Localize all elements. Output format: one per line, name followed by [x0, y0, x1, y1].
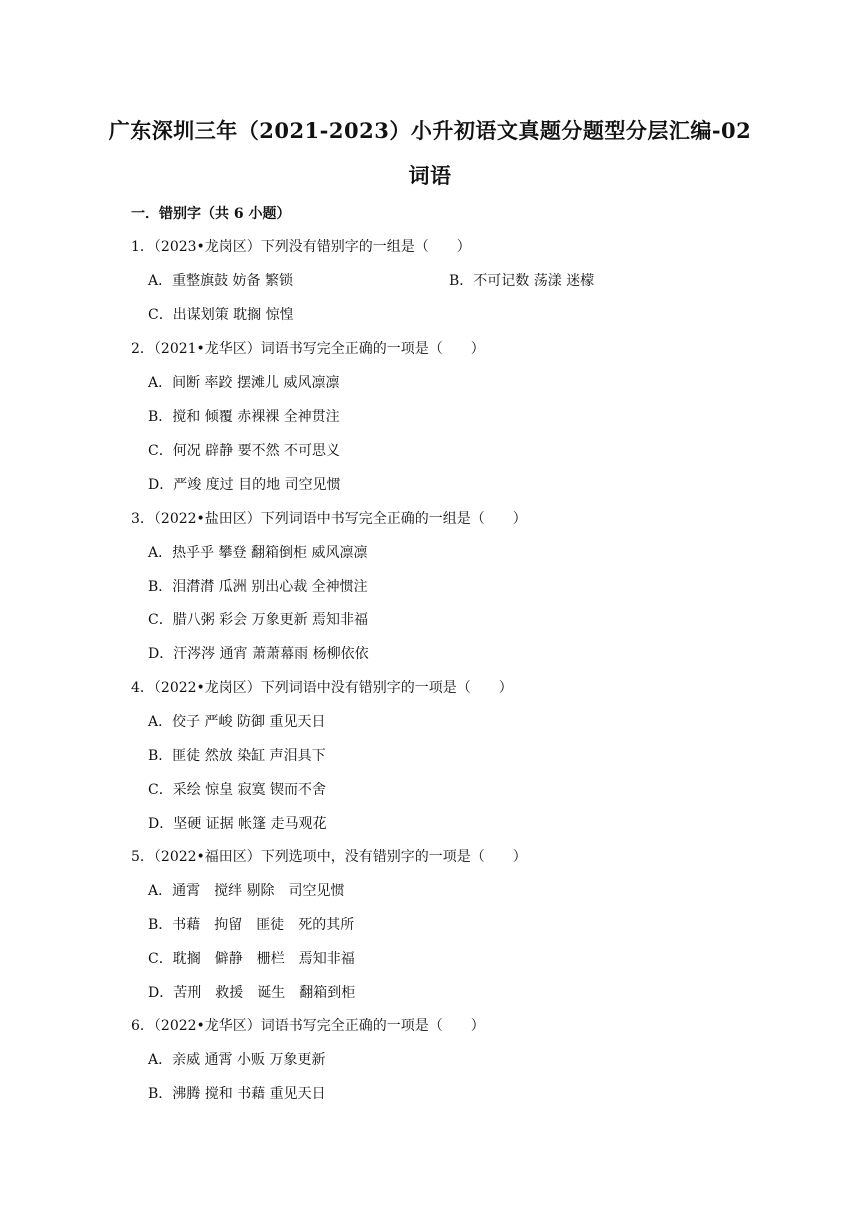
document-subtitle: 词语	[408, 163, 452, 188]
question-1-option-a: A．重整旗鼓 妨备 繁锁	[148, 273, 294, 289]
question-3-option-c: C．腊八粥 彩会 万象更新 焉知非福	[148, 612, 369, 628]
question-3-option-a: A．热乎乎 攀登 翻箱倒柜 威风凛凛	[148, 545, 368, 561]
question-5-option-b: B．书藉 拘留 匪徒 死的其所	[148, 917, 355, 933]
question-4-option-d: D．坚硬 证据 帐篷 走马观花	[148, 816, 327, 832]
question-4-stem: 4．（2022•龙岗区）下列词语中没有错别字的一项是（ ）	[131, 680, 513, 696]
question-6-stem: 6．（2022•龙华区）词语书写完全正确的一项是（ ）	[131, 1018, 485, 1034]
question-2-stem: 2．（2021•龙华区）词语书写完全正确的一项是（ ）	[131, 341, 485, 357]
question-2-option-a: A．间断 率跤 摆滩儿 威风凛凛	[148, 375, 340, 391]
question-3-stem: 3．（2022•盐田区）下列词语中书写完全正确的一组是（ ）	[131, 511, 527, 527]
question-3-option-b: B．泪潸潸 瓜洲 别出心裁 全神惯注	[148, 579, 368, 595]
question-2-option-c: C．何况 辟静 要不然 不可思义	[148, 443, 341, 459]
question-4-option-b: B．匪徒 然放 染缸 声泪具下	[148, 748, 326, 764]
question-5-option-c: C．耽搁 僻静 栅栏 焉知非福	[148, 951, 355, 967]
question-6-option-b: B．沸腾 搅和 书藉 重见天日	[148, 1086, 326, 1102]
question-1-option-c: C．出谋划策 耽搁 惊惶	[148, 307, 294, 323]
question-4-option-c: C．采绘 惊皇 寂寞 锲而不舍	[148, 782, 327, 798]
section-heading: 一．错别字（共 6 小题）	[131, 206, 291, 222]
question-4-option-a: A．佼子 严峻 防御 重见天日	[148, 714, 326, 730]
document-title: 广东深圳三年（2021-2023）小升初语文真题分题型分层汇编-02	[108, 118, 752, 143]
question-1-stem: 1．（2023•龙岗区）下列没有错别字的一组是（ ）	[131, 239, 471, 255]
question-5-stem: 5．（2022•福田区）下列选项中，没有错别字的一项是（ ）	[131, 849, 527, 865]
question-6-option-a: A．亲威 通霄 小贩 万象更新	[148, 1052, 326, 1068]
question-5-option-a: A．通霄 搅绊 剔除 司空见惯	[148, 883, 345, 899]
question-3-option-d: D．汗涔涔 通宵 萧萧幕雨 杨柳依依	[148, 646, 369, 662]
question-5-option-d: D．苦刑 救援 诞生 翻箱到柜	[148, 985, 356, 1001]
question-1-option-b: B．不可记数 荡漾 迷檬	[449, 273, 595, 289]
question-2-option-d: D．严竣 度过 目的地 司空见惯	[148, 477, 341, 493]
question-2-option-b: B．搅和 倾覆 赤裸裸 全神贯注	[148, 409, 340, 425]
